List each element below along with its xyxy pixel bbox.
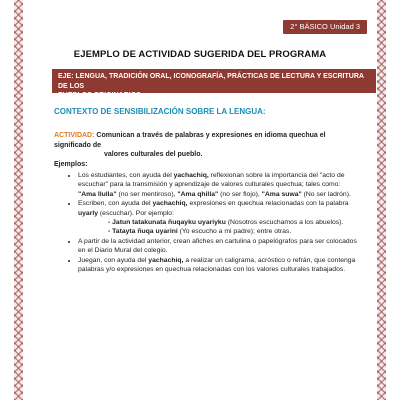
text: A partir de la actividad anterior, crean afiches en cartulina o papelógrafos para ser colocados en el Diario Mural del colegio. <box>78 237 357 255</box>
text: Juegan, con ayuda del <box>78 256 149 264</box>
example-sentence-2 <box>78 227 358 236</box>
decorative-border-right <box>377 0 386 400</box>
decorative-border-left <box>14 0 23 400</box>
context-heading: CONTEXTO DE SENSIBILIZACIÓN SOBRE LA LENGUA: <box>54 107 266 116</box>
term: yachachiq, <box>152 200 188 208</box>
examples-title: Ejemplos: <box>54 161 88 168</box>
text: a realizar un caligrama, acróstico o refrán, que contenga palabras y/o expresiones en quechua relacionadas con los valores culturales trabajados. <box>78 256 356 274</box>
text: reflexionan sobre la importancia del "acto de escuchar" para la transmisión y aprendizaje de valores culturales quechua; tales como: <box>78 172 345 189</box>
text: expresiones en quechua relacionadas con la palabra <box>187 200 349 208</box>
term: uyarly <box>78 209 99 217</box>
list-item <box>78 171 358 199</box>
text: (no ser flojo), <box>218 190 262 198</box>
activity-description-1: Comunican a través de palabras y expresiones en idioma quechua el significado de <box>54 132 326 149</box>
unit-badge: 2° BÁSICO Unidad 3 <box>283 20 367 34</box>
text: (escuchar). Por ejemplo: <box>98 209 174 217</box>
eje-line-2: PUEBLOS ORIGINARIOS. <box>58 92 143 99</box>
term: - Tatayta ñuqa uyarini <box>108 228 178 236</box>
list-item <box>78 237 358 256</box>
text: (Nosotros escuchamos a los abuelos). <box>225 219 344 227</box>
list-item <box>78 256 358 275</box>
text: Escriben, con ayuda del <box>78 200 153 208</box>
text: (Yo escucho a mi padre); entre otras. <box>177 228 292 236</box>
list-item <box>78 199 358 237</box>
text: Los estudiantes, con ayuda del <box>78 172 174 179</box>
page-title: EJEMPLO DE ACTIVIDAD SUGERIDA DEL PROGRAMA <box>73 49 327 60</box>
activity-description-2: valores culturales del pueblo. <box>104 151 203 158</box>
term: "Ama llulla" <box>78 190 117 198</box>
activity-block <box>54 131 354 160</box>
activity-label: ACTIVIDAD: <box>54 132 95 139</box>
term: yachachiq, <box>173 172 209 179</box>
text: (no ser mentiroso), <box>116 190 178 198</box>
term: yachachiq, <box>148 256 184 264</box>
term: "Ama qhilla" <box>177 190 219 198</box>
eje-line-1: EJE: LENGUA, TRADICIÓN ORAL, ICONOGRAFÍA, PRÁCTICAS DE LECTURA Y ESCRITURA DE LOS <box>58 73 364 90</box>
eje-box <box>52 69 376 99</box>
example-sentence-1 <box>78 218 358 227</box>
examples-list <box>66 171 358 274</box>
text: (No ser ladrón). <box>301 190 351 198</box>
term: - Jatun tatakunata ñuqayku uyariyku <box>108 219 226 227</box>
term: "Ama suwa" <box>261 190 302 198</box>
